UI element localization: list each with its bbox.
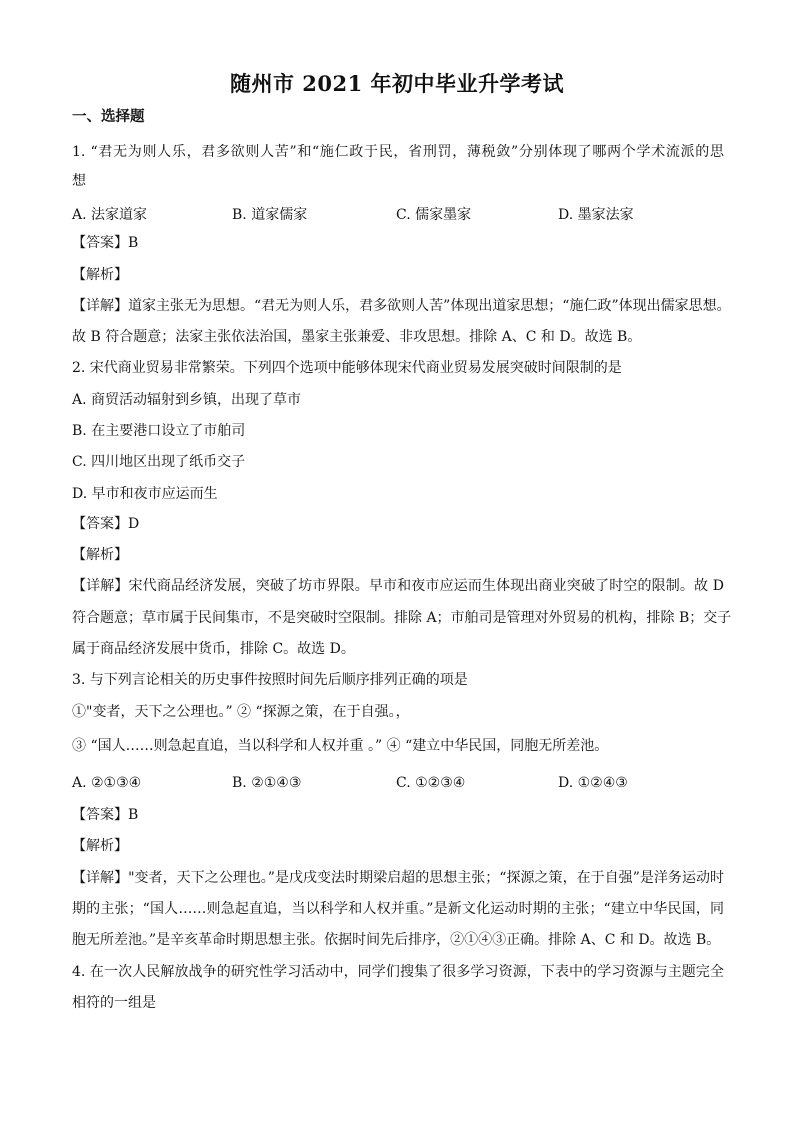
q1-analysis-label: 【解析】 [72, 267, 128, 283]
q2-option-d: D. 早市和夜市应运而生 [72, 486, 218, 502]
q4-stem-line2: 相符的一组是 [72, 995, 156, 1011]
q3-answer: 【答案】B [72, 807, 139, 823]
q2-option-b: B. 在主要港口设立了市舶司 [72, 423, 246, 439]
exam-title: 随州市 2021 年初中毕业升学考试 [229, 71, 565, 96]
q1-stem-line1: 1. “君无为则人乐，君多欲则人苦”和“施仁政于民，省刑罚，薄税敛”分别体现了哪两个学术流派的思 [72, 144, 724, 160]
q1-option-d: D. 墨家法家 [558, 207, 634, 223]
q1-detail-line1: 【详解】道家主张无为思想。“君无为则人乐，君多欲则人苦”体现出道家思想；“施仁政”体现出儒家思想。 [72, 298, 731, 314]
q1-stem-line2: 想 [72, 173, 86, 189]
q2-analysis-label: 【解析】 [72, 547, 128, 563]
q1-answer: 【答案】B [72, 235, 139, 251]
q3-analysis-label: 【解析】 [72, 838, 128, 854]
q2-detail-line1: 【详解】宋代商品经济发展，突破了坊市界限。早市和夜市应运而生体现出商业突破了时空的限制。故 D [72, 578, 724, 594]
q1-option-b: B. 道家儒家 [232, 207, 308, 223]
q3-detail-line2: 期的主张；“国人……则急起直追，当以科学和人权并重。”是新文化运动时期的主张；“建立中华民国，同 [72, 901, 724, 917]
q3-option-b: B. ②①④③ [232, 775, 302, 791]
q3-stem: 3. 与下列言论相关的历史事件按照时间先后顺序排列正确的项是 [72, 672, 468, 688]
q1-option-a: A. 法家道家 [72, 207, 148, 223]
q3-option-d: D. ①②④③ [558, 775, 628, 791]
q2-detail-line2: 符合题意；草市属于民间集市，不是突破时空限制。排除 A；市舶司是管理对外贸易的机构，排除 B；交子 [72, 610, 732, 626]
q3-detail-line3: 胞无所差池。”是辛亥革命时期思想主张。依据时间先后排序，②①④③正确。排除 A、C 和 D。故选 B。 [72, 932, 721, 948]
q2-answer: 【答案】D [72, 516, 140, 532]
q3-detail-line1: 【详解】"变者，天下之公理也。”是戊戌变法时期梁启超的思想主张；“探源之策，在于自强”是洋务运动时 [72, 870, 724, 886]
q3-option-c: C. ①②③④ [396, 775, 466, 791]
q2-stem: 2. 宋代商业贸易非常繁荣。下列四个选项中能够体现宋代商业贸易发展突破时间限制的是 [72, 360, 622, 376]
section-heading: 一、选择题 [72, 108, 145, 125]
q4-stem-line1: 4. 在一次人民解放战争的研究性学习活动中，同学们搜集了很多学习资源，下表中的学习资源与主题完全 [72, 964, 724, 980]
q1-option-c: C. 儒家墨家 [396, 207, 472, 223]
q2-detail-line3: 属于商品经济发展中货币，排除 C。故选 D。 [72, 641, 355, 657]
q3-quote-line2: ③ “国人……则急起直追，当以科学和人权并重 。” ④ “建立中华民国，同胞无所差池。 [72, 738, 609, 754]
q3-option-a: A. ②①③④ [72, 775, 142, 791]
q1-detail-line2: 故 B 符合题意；法家主张依法治国，墨家主张兼爱、非攻思想。排除 A、C 和 D。故选 B。 [72, 329, 642, 345]
q3-quote-line1: ①"变者，天下之公理也。” ② “探源之策，在于自强。， [72, 704, 410, 720]
q2-option-c: C. 四川地区出现了纸币交子 [72, 454, 246, 470]
q2-option-a: A. 商贸活动辐射到乡镇，出现了草市 [72, 392, 302, 408]
